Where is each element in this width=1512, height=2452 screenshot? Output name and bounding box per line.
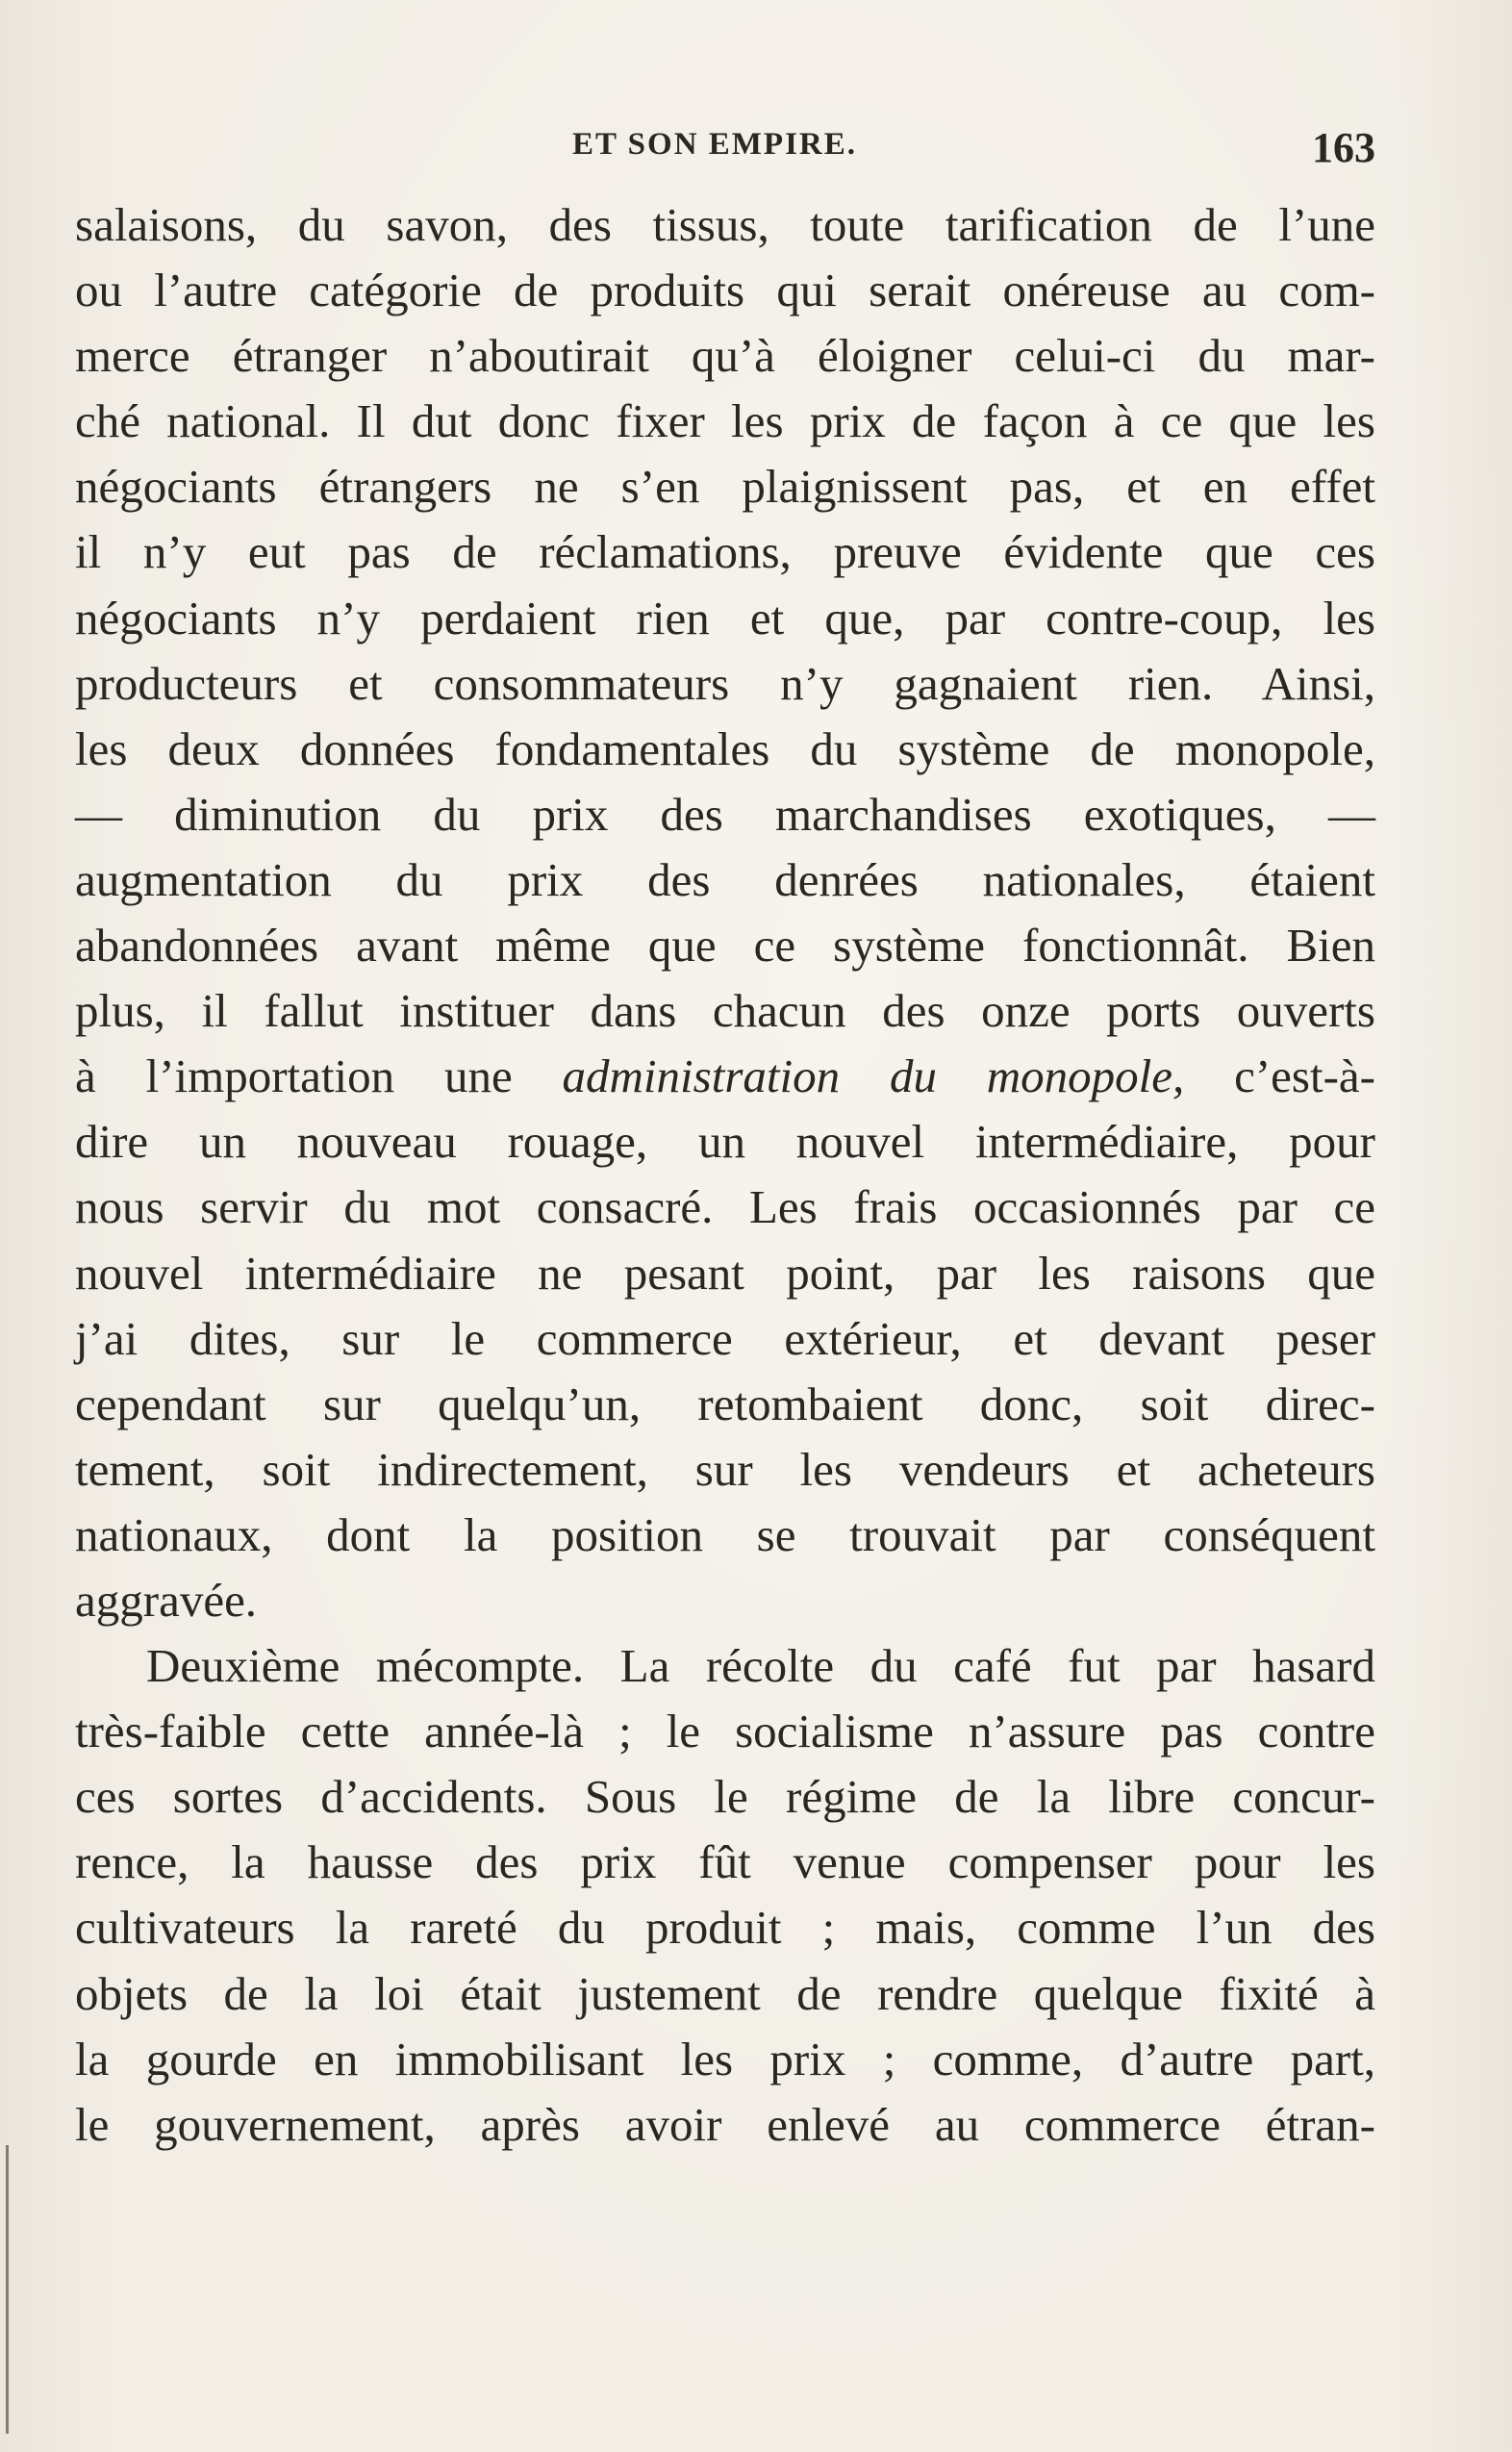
body-text xyxy=(75,192,1375,2158)
text-line: plus, il fallut instituer dans chacun des onze ports ouverts xyxy=(75,984,1375,1038)
page-edge-shadow xyxy=(6,2145,9,2434)
text-line: tement, soit indirectement, sur les vendeurs et acheteurs xyxy=(75,1442,1375,1496)
text-line: il n’y eut pas de réclamations, preuve évidente que ces xyxy=(75,525,1375,579)
text-line: la gourde en immobilisant les prix ; comme, d’autre part, xyxy=(75,2032,1375,2085)
text-line: nous servir du mot consacré. Les frais occasionnés par ce xyxy=(75,1180,1375,1234)
text-line: très-faible cette année-là ; le socialisme n’assure pas contre xyxy=(75,1705,1375,1758)
text-line: nationaux, dont la position se trouvait par conséquent xyxy=(75,1507,1375,1561)
text-line: le gouvernement, après avoir enlevé au commerce étran- xyxy=(75,2097,1375,2151)
text-line: dire un nouveau rouage, un nouvel intermédiaire, pour xyxy=(75,1115,1375,1169)
text-line: ou l’autre catégorie de produits qui serait onéreuse au com- xyxy=(75,264,1375,317)
paragraph-end-line: aggravée. xyxy=(75,1573,258,1627)
text-line: les deux données fondamentales du système de monopole, xyxy=(75,721,1375,775)
text-line: objets de la loi était justement de rendre quelque fixité à xyxy=(75,1966,1375,2020)
text-line: merce étranger n’aboutirait qu’à éloigner celui-ci du mar- xyxy=(75,329,1375,383)
text-line: rence, la hausse des prix fût venue compenser pour les xyxy=(75,1835,1375,1889)
paragraph-start-line: Deuxième mécompte. La récolte du café fut par hasard xyxy=(146,1639,1375,1693)
text-line: producteurs et consommateurs n’y gagnaient rien. Ainsi, xyxy=(75,656,1375,710)
text-line: augmentation du prix des denrées nationales, étaient xyxy=(75,852,1375,906)
text-line: négociants n’y perdaient rien et que, par contre-coup, les xyxy=(75,591,1375,645)
text-line: salaisons, du savon, des tissus, toute tarification de l’une xyxy=(75,198,1375,251)
text-line: nouvel intermédiaire ne pesant point, par les raisons que xyxy=(75,1246,1375,1300)
text-line: j’ai dites, sur le commerce extérieur, et devant peser xyxy=(75,1311,1375,1365)
text-line: cependant sur quelqu’un, retombaient donc, soit direc- xyxy=(75,1377,1375,1430)
italic-phrase: administration du monopole, xyxy=(562,1049,1185,1103)
text-line-with-italic xyxy=(75,1044,1375,1109)
text-line: abandonnées avant même que ce système fonctionnât. Bien xyxy=(75,919,1375,973)
page-number: 163 xyxy=(1312,124,1375,171)
text-line: — diminution du prix des marchandises exotiques, — xyxy=(75,787,1375,841)
text-line: ché national. Il dut donc fixer les prix de façon à ce que les xyxy=(75,394,1375,448)
text-segment: à l’importation une xyxy=(75,1049,563,1103)
running-head: ET SON EMPIRE. xyxy=(572,127,858,162)
page-header xyxy=(77,123,1375,181)
text-line: négociants étrangers ne s’en plaignissent pas, et en effet xyxy=(75,460,1375,514)
text-segment: c’est-à- xyxy=(1184,1049,1376,1103)
text-line: ces sortes d’accidents. Sous le régime de la libre concur- xyxy=(75,1770,1375,1824)
text-line: cultivateurs la rareté du produit ; mais, comme l’un des xyxy=(75,1901,1375,1955)
